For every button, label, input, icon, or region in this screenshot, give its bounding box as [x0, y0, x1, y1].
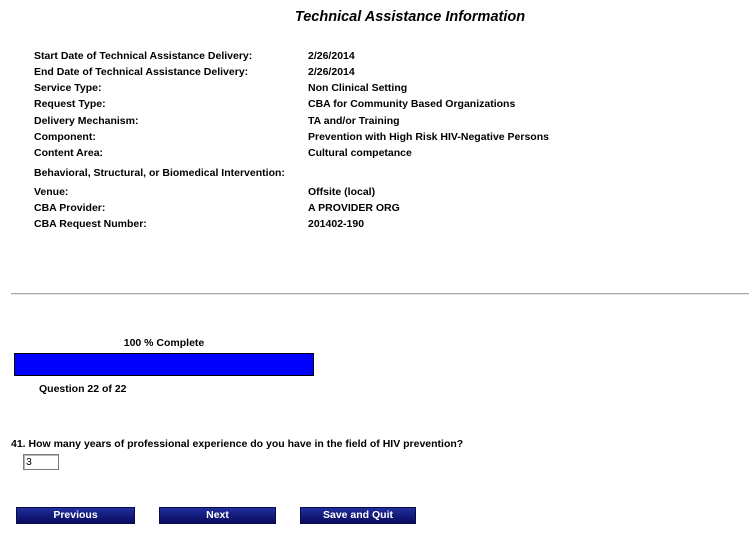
info-label: Behavioral, Structural, or Biomedical Intervention:	[34, 167, 285, 179]
info-label: CBA Provider:	[34, 202, 106, 214]
answer-input[interactable]	[23, 454, 59, 470]
progress-bar-fill	[15, 354, 313, 375]
progress-label: 100 % Complete	[123, 337, 205, 349]
info-value: A PROVIDER ORG	[308, 202, 400, 214]
info-value: 201402-190	[308, 218, 365, 230]
previous-button[interactable]: Previous	[16, 507, 135, 524]
question-text: 41. How many years of professional experience do you have in the field of HIV prevention?	[11, 438, 464, 450]
info-value: Cultural competance	[308, 147, 412, 159]
info-value: Offsite (local)	[308, 186, 376, 198]
info-label: Delivery Mechanism:	[34, 115, 139, 127]
info-value: 2/26/2014	[308, 66, 355, 78]
save-and-quit-button[interactable]: Save and Quit	[300, 507, 416, 524]
info-value: CBA for Community Based Organizations	[308, 98, 516, 110]
question-counter: Question 22 of 22	[39, 383, 127, 395]
info-label: Request Type:	[34, 98, 106, 110]
info-label: CBA Request Number:	[34, 218, 147, 230]
section-divider	[11, 293, 749, 295]
info-label: End Date of Technical Assistance Delivery:	[34, 66, 249, 78]
next-button[interactable]: Next	[159, 507, 276, 524]
info-label: Start Date of Technical Assistance Delivery:	[34, 50, 253, 62]
page-title: Technical Assistance Information	[294, 9, 526, 25]
info-label: Content Area:	[34, 147, 104, 159]
info-value: TA and/or Training	[308, 115, 400, 127]
info-value: Prevention with High Risk HIV-Negative Persons	[308, 131, 549, 143]
info-label: Component:	[34, 131, 96, 143]
info-label: Service Type:	[34, 82, 102, 94]
progress-bar	[14, 353, 314, 376]
info-value: 2/26/2014	[308, 50, 355, 62]
info-label: Venue:	[34, 186, 69, 198]
info-value: Non Clinical Setting	[308, 82, 408, 94]
